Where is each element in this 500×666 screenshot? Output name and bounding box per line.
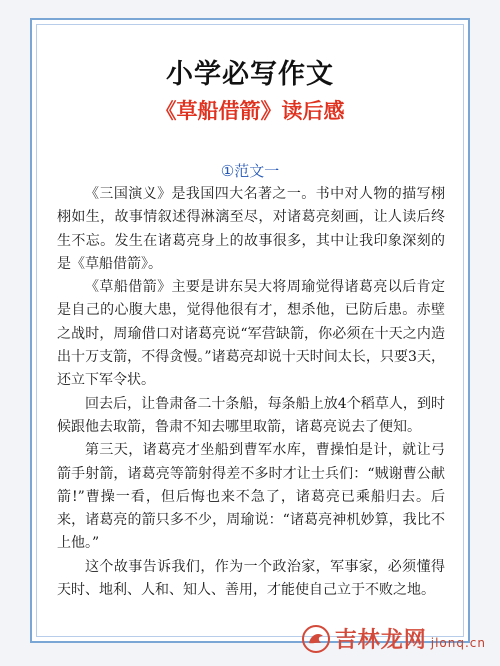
paragraph: 回去后，让鲁肃备二十条船，每条船上放4个稻草人，到时候跟他去取箭，鲁肃不知去哪里取箭，诸葛亮说去了便知。 <box>57 395 445 435</box>
site-watermark <box>301 623 486 654</box>
paragraph: 《草船借箭》主要是讲东吴大将周瑜觉得诸葛亮以后肯定是自己的心腹大患，觉得他很有才，想杀他，已防后患。赤壁之战时，周瑜借口对诸葛亮说“军营缺箭，你必须在十天之内造出十万支箭，不得贪慢。”诸葛亮却说十天时间太长，只要3天，还立下军令状。 <box>57 279 445 389</box>
watermark-domain: jlonq.cn <box>430 636 486 650</box>
section-heading: ①范文一 <box>220 162 280 180</box>
dragon-logo-icon <box>301 624 331 654</box>
page-title: 小学必写作文 <box>166 59 334 90</box>
paragraph: 《三国演义》是我国四大名著之一。书中对人物的描写栩栩如生，故事情叙述得淋漓至尽，对诸葛亮刻画，让人读后终生不忘。发生在诸葛亮身上的故事很多，其中让我印象深刻的是《草船借箭》。 <box>57 186 445 272</box>
paragraph: 这个故事告诉我们，作为一个政治家，军事家，必须懂得天时、地利、人和、知人、善用，才能使自己立于不败之地。 <box>57 558 445 599</box>
essay-body <box>57 183 445 602</box>
paragraph: 第三天，诸葛亮才坐船到曹军水库，曹操怕是计，就让弓箭手射箭，诸葛亮等箭射得差不多时才让士兵们：“贼谢曹公献箭!”曹操一看，但后悔也来不急了，诸葛亮已乘船归去。后来，诸葛亮的箭只多不少，周瑜说：“诸葛亮神机妙算，我比不上他。” <box>57 442 445 552</box>
watermark-text: 吉林龙网 <box>334 628 427 653</box>
essay-subtitle: 《草船借箭》读后感 <box>155 99 345 123</box>
